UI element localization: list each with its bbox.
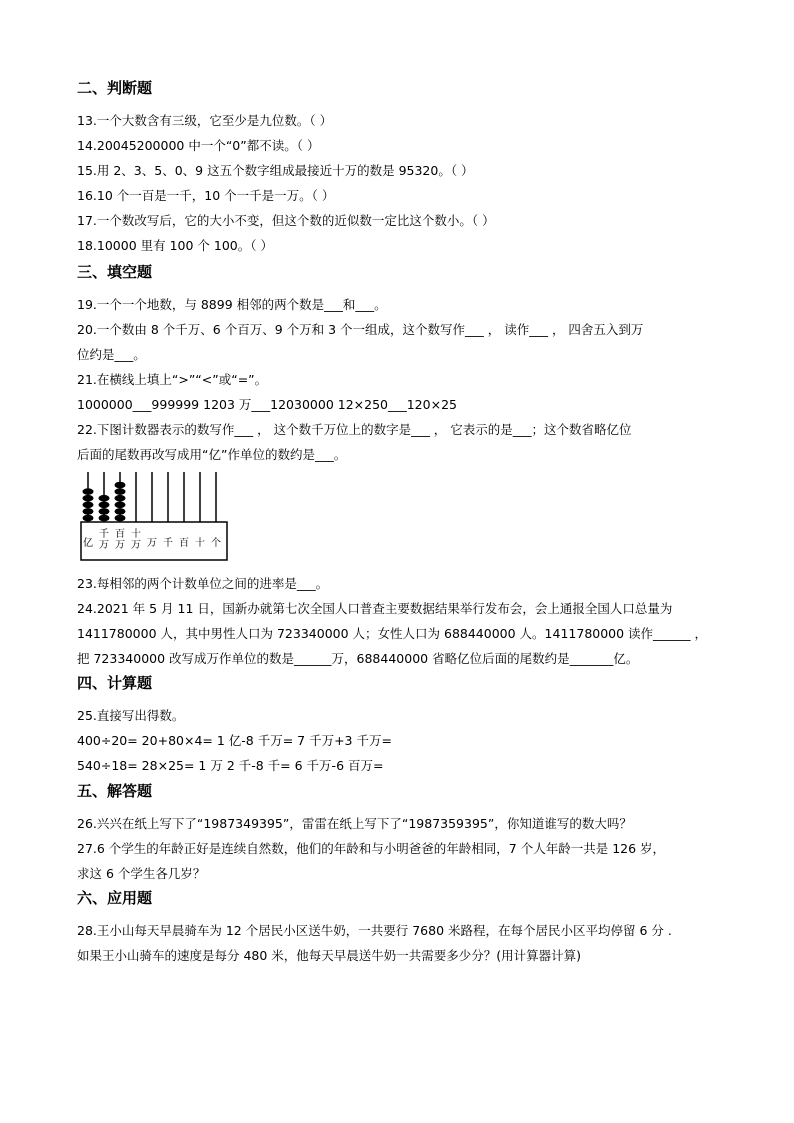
question-17: 17.一个数改写后，它的大小不变，但这个数的近似数一定比这个数小。（ ） <box>77 213 495 228</box>
question-22-line2: 后面的尾数再改写成用“亿”作单位的数约是___。 <box>77 447 347 462</box>
abacus-place-label: 千 <box>99 529 109 540</box>
question-24-line2: 1411780000 人，其中男性人口为 723340000 人；女性人口为 688440000 人。1411780000 读作______ ， <box>77 626 708 641</box>
question-13: 13.一个大数含有三级，它至少是九位数。（ ） <box>77 113 333 128</box>
question-15: 15.用 2、3、5、0、9 这五个数字组成最接近十万的数是 95320。（ ） <box>77 163 474 178</box>
question-20-line1: 20.一个数由 8 个千万、6 个百万、9 个万和 3 个一组成，这个数写作___ ， 读作___ ， 四舍五入到万 <box>77 322 644 337</box>
abacus-bead <box>99 502 110 509</box>
abacus-place-label: 万 <box>131 540 141 551</box>
abacus-bead <box>99 515 110 522</box>
question-25-row2: 540÷18= 28×25= 1 万 2 千-8 千= 6 千万-6 百万= <box>77 758 384 773</box>
abacus-bead <box>99 495 110 502</box>
question-21-line2: 1000000___999999 1203 万___12030000 12×250___120×25 <box>77 397 457 412</box>
section-title-judge: 二、判断题 <box>77 79 153 97</box>
abacus-bead <box>115 515 126 522</box>
abacus-bead <box>83 508 94 515</box>
abacus-bead <box>99 508 110 515</box>
section-title-calc: 四、计算题 <box>77 674 153 692</box>
question-27-line2: 求这 6 个学生各几岁？ <box>77 866 206 881</box>
question-25: 25.直接写出得数。 <box>77 708 185 723</box>
abacus-place-label: 十 <box>131 529 141 540</box>
question-20-line2: 位约是___。 <box>77 347 146 362</box>
question-24-line1: 24.2021 年 5 月 11 日，国新办就第七次全国人口普查主要数据结果举行发布会，会上通报全国人口总量为 <box>77 601 673 616</box>
abacus-bead <box>115 488 126 495</box>
section-title-fill: 三、填空题 <box>77 263 153 281</box>
abacus-bead <box>83 488 94 495</box>
question-21-line1: 21.在横线上填上“>”“<”或“=”。 <box>77 372 268 387</box>
question-19: 19.一个一个地数，与 8899 相邻的两个数是___和___。 <box>77 297 387 312</box>
abacus-place-label: 个 <box>211 538 221 549</box>
abacus-place-label: 亿 <box>83 538 93 549</box>
abacus-bead <box>83 515 94 522</box>
abacus-place-label: 万 <box>147 538 157 549</box>
question-24-line3: 把 723340000 改写成万作单位的数是______万，688440000 省略亿位后面的尾数约是_______亿。 <box>77 651 639 666</box>
question-28-line2: 如果王小山骑车的速度是每分 480 米，他每天早晨送牛奶一共需要多少分？(用计算器计算) <box>77 948 582 963</box>
section-title-apply: 六、应用题 <box>77 889 153 907</box>
abacus-bead <box>115 482 126 489</box>
abacus-place-label: 十 <box>195 538 205 549</box>
abacus-bead <box>115 502 126 509</box>
question-22-line1: 22.下图计数器表示的数写作___ ， 这个数千万位上的数字是___ ， 它表示的是___；这个数省略亿位 <box>77 422 632 437</box>
abacus-place-label: 万 <box>115 540 125 551</box>
question-25-row1: 400÷20= 20+80×4= 1 亿-8 千万= 7 千万+3 千万= <box>77 733 392 748</box>
abacus-place-label: 千 <box>163 538 173 549</box>
abacus-bead <box>83 495 94 502</box>
abacus-place-label: 万 <box>99 540 109 551</box>
abacus-place-label: 百 <box>179 538 189 549</box>
abacus-bead <box>83 502 94 509</box>
question-18: 18.10000 里有 100 个 100。（ ） <box>77 238 273 253</box>
abacus-bead <box>115 495 126 502</box>
question-27-line1: 27.6 个学生的年龄正好是连续自然数，他们的年龄和与小明爸爸的年龄相同，7 个人年龄一共是 126 岁， <box>77 841 666 856</box>
question-23: 23.每相邻的两个计数单位之间的进率是___。 <box>77 576 329 591</box>
question-16: 16.10 个一百是一千，10 个一千是一万。（ ） <box>77 188 335 203</box>
question-26: 26.兴兴在纸上写下了“1987349395”，雷雷在纸上写下了“1987359395”，你知道谁写的数大吗？ <box>77 816 632 831</box>
section-title-answer: 五、解答题 <box>77 782 153 800</box>
question-14: 14.20045200000 中一个“0”都不读。（ ） <box>77 138 320 153</box>
abacus-figure <box>80 470 230 562</box>
abacus-place-label: 百 <box>115 529 125 540</box>
abacus-bead <box>115 508 126 515</box>
question-28-line1: 28.王小山每天早晨骑车为 12 个居民小区送牛奶，一共要行 7680 米路程，在每个居民小区平均停留 6 分 . <box>77 923 672 938</box>
